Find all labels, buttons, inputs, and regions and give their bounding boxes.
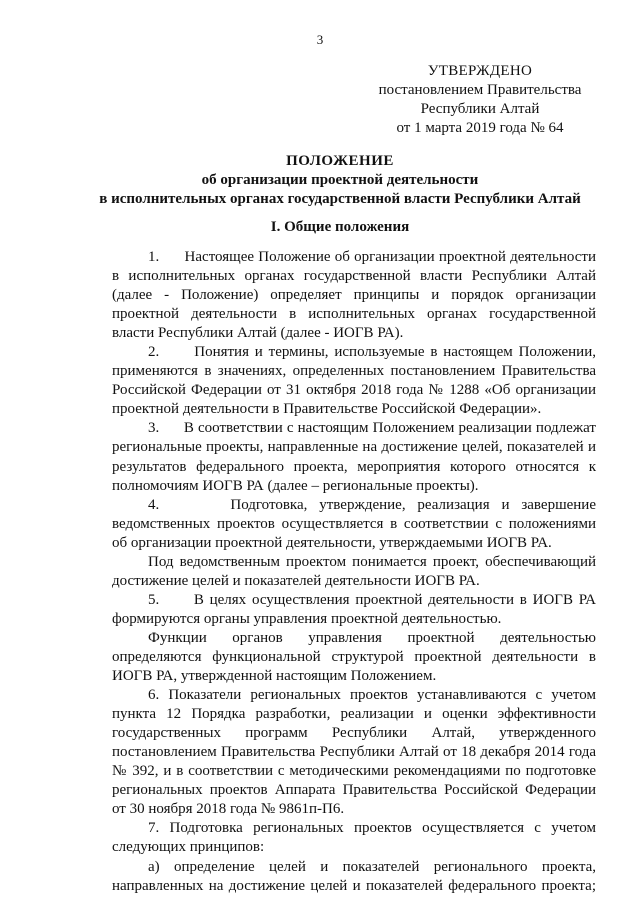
paragraph-2: 2. Понятия и термины, используемые в настоящем Положении, применяются в значениях, определенных постановлением Правительства Российской Федерации от 31 октября 2018 года № 1288 «Об организации проектной деятельности в Правительстве Российской Федерации». xyxy=(112,344,596,418)
document-subtitle-2: в исполнительных органах государственной власти Республики Алтай xyxy=(99,191,581,207)
paragraph-5-note: Функции органов управления проектной деятельностью определяются функциональной структурой проектной деятельности в ИОГВ РА, утвержденной настоящим Положением. xyxy=(112,629,596,685)
paragraph-7a: а) определение целей и показателей регионального проекта, направленных на достижение целей и показателей федерального проекта; xyxy=(112,858,596,894)
paragraph-4-note: Под ведомственным проектом понимается проект, обеспечивающий достижение целей и показателей деятельности ИОГВ РА. xyxy=(112,553,596,589)
approval-line-3: от 1 марта 2019 года № 64 xyxy=(396,120,564,136)
approval-line-2: Республики Алтай xyxy=(420,101,540,117)
document-subtitle-1: об организации проектной деятельности xyxy=(201,172,479,188)
paragraph-3: 3. В соответствии с настоящим Положением реализации подлежат региональные проекты, направленные на достижение целей, показателей и результатов федерального проекта, мероприятия которого относятся к полномочиям ИОГВ РА (далее – региональные проекты). xyxy=(112,420,596,494)
document-body xyxy=(112,248,596,896)
document-title: ПОЛОЖЕНИЕ xyxy=(286,153,394,169)
document-title-block xyxy=(80,152,600,209)
approval-title: УТВЕРЖДЕНО xyxy=(427,63,533,79)
page-number: 3 xyxy=(316,32,324,47)
paragraph-7: 7. Подготовка региональных проектов осуществляется с учетом следующих принципов: xyxy=(112,820,596,856)
approval-stamp xyxy=(370,62,590,138)
paragraph-4: 4. Подготовка, утверждение, реализация и завершение ведомственных проектов осуществляется в соответствии с положениями об организации проектной деятельности, утверждаемыми ИОГВ РА. xyxy=(112,496,596,551)
paragraph-6: 6. Показатели региональных проектов устанавливаются с учетом пункта 12 Порядка разработки, реализации и оценки эффективности государственных программ Республики Алтай, утвержденного постановлением Правительства Республики Алтай от 18 декабря 2014 года № 392, и в соответствии с методическими рекомендациями по подготовке региональных проектов Аппарата Правительства Российской Федерации от 30 ноября 2018 года № 9861п-П6. xyxy=(112,687,596,818)
paragraph-1: 1. Настоящее Положение об организации проектной деятельности в исполнительных органах государственной власти Республики Алтай (далее - Положение) определяет принципы и порядок организации проектной деятельности в исполнительных органах государственной власти Республики Алтай (далее - ИОГВ РА). xyxy=(112,249,596,342)
approval-line-1: постановлением Правительства xyxy=(378,82,582,98)
paragraph-5: 5. В целях осуществления проектной деятельности в ИОГВ РА формируются органы управления проектной деятельностью. xyxy=(112,591,596,627)
section-heading: I. Общие положения xyxy=(270,219,410,235)
